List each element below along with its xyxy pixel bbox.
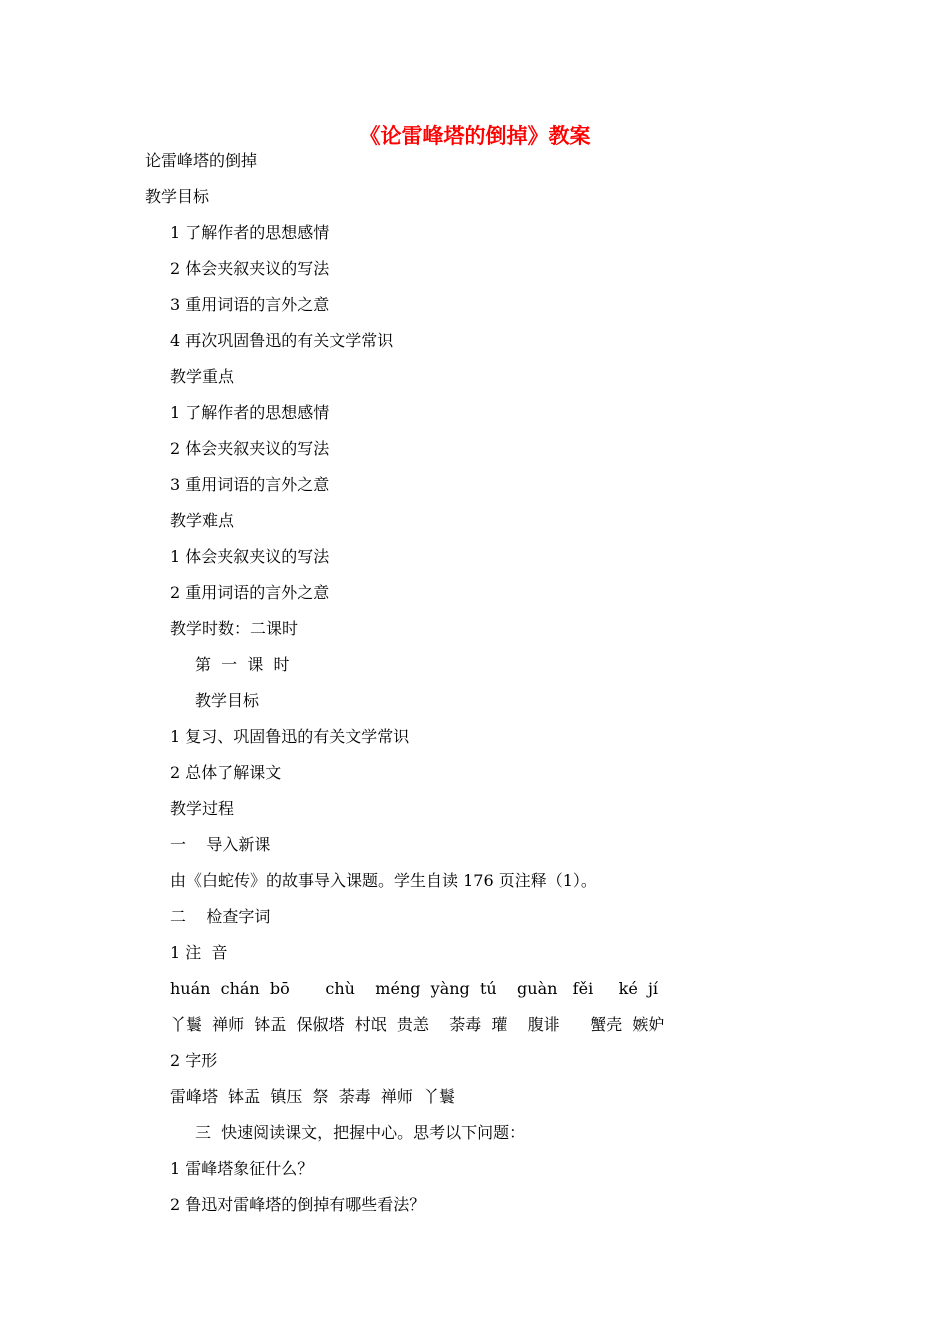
- text-line: 2 总体了解课文: [170, 763, 282, 782]
- step-heading: 一 导入新课: [170, 835, 271, 854]
- section-heading: 教学过程: [170, 799, 235, 818]
- step-heading: 三 快速阅读课文，把握中心。思考以下问题：: [195, 1123, 526, 1142]
- question-line: 2 鲁迅对雷峰塔的倒掉有哪些看法？: [170, 1195, 426, 1214]
- text-line: 1 体会夹叙夹议的写法: [170, 547, 330, 566]
- text-line: 1 注 音: [170, 943, 228, 962]
- text-line: 1 了解作者的思想感情: [170, 223, 330, 242]
- vocabulary-line: 雷峰塔 钵盂 镇压 祭 荼毒 禅师 丫鬟: [170, 1087, 456, 1106]
- section-heading: 教学目标: [145, 187, 210, 206]
- text-line: 2 重用词语的言外之意: [170, 583, 330, 602]
- text-line: 由《白蛇传》的故事导入课题。学生自读 176 页注释（1）。: [170, 871, 597, 890]
- lesson-heading: 第 一 课 时: [195, 655, 290, 674]
- text-line: 2 体会夹叙夹议的写法: [170, 439, 330, 458]
- section-heading: 教学重点: [170, 367, 235, 386]
- text-line: 1 了解作者的思想感情: [170, 403, 330, 422]
- text-line: 1 复习、巩固鲁迅的有关文学常识: [170, 727, 410, 746]
- pinyin-line: huán chán bō chù méng yàng tú guàn fěi ké jí: [170, 979, 659, 998]
- subtitle-line: 论雷峰塔的倒掉: [145, 151, 258, 170]
- text-line: 3 重用词语的言外之意: [170, 475, 330, 494]
- text-line: 教学时数：二课时: [170, 619, 299, 638]
- text-line: 2 字形: [170, 1051, 218, 1070]
- section-heading: 教学目标: [195, 691, 260, 710]
- step-heading: 二 检查字词: [170, 907, 271, 926]
- document-title: 《论雷峰塔的倒掉》教案: [359, 123, 591, 148]
- text-line: 4 再次巩固鲁迅的有关文学常识: [170, 331, 394, 350]
- vocabulary-line: 丫鬟 禅师 钵盂 保俶塔 村氓 贵恙 荼毒 瓘 腹诽 蟹壳 嫉妒: [170, 1015, 665, 1034]
- question-line: 1 雷峰塔象征什么？: [170, 1159, 314, 1178]
- text-line: 2 体会夹叙夹议的写法: [170, 259, 330, 278]
- text-line: 3 重用词语的言外之意: [170, 295, 330, 314]
- section-heading: 教学难点: [170, 511, 235, 530]
